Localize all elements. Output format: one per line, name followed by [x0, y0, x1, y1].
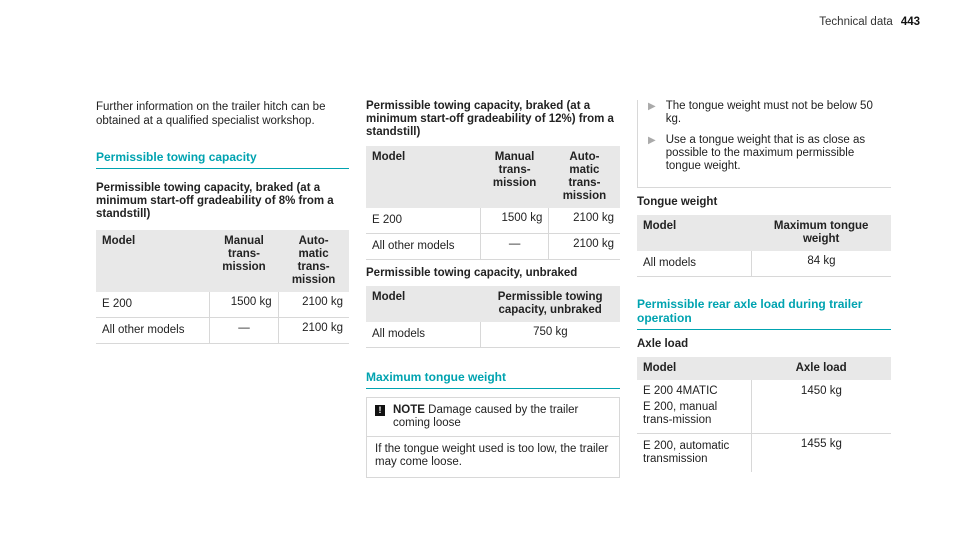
- note-body: If the tongue weight used is too low, the trailer may come loose.: [375, 443, 609, 468]
- table-header-row: [366, 146, 620, 208]
- table-header-row: [366, 286, 620, 322]
- intro-text: Further information on the trailer hitch can be obtained at a qualified specialist workshop.: [96, 101, 326, 127]
- tongue-weight-table: [637, 215, 891, 277]
- col-header: Model: [96, 230, 210, 292]
- col-header: Model: [366, 146, 480, 208]
- cell: —: [210, 318, 278, 344]
- tongue-weight-title: Tongue weight: [637, 196, 718, 208]
- col-header: Model: [637, 357, 751, 380]
- table-header-row: [637, 215, 891, 251]
- bullet-list: [637, 100, 891, 188]
- note-text: Damage caused by the trailer coming loose: [393, 404, 579, 429]
- list-item: ▶ Use a tongue weight that is as close as possible to the maximum permissible tongue weight.: [648, 134, 866, 172]
- axle-load-title: Axle load: [637, 338, 689, 350]
- table-header-row: [96, 230, 349, 292]
- cell: E 200: [96, 292, 210, 318]
- column-2: [366, 100, 620, 478]
- table-row: [366, 322, 620, 348]
- cell: All other models: [96, 318, 210, 344]
- col-header: Manual trans-mission: [480, 146, 549, 208]
- col-header: Model: [366, 286, 480, 322]
- braked-12-title: Permissible towing capacity, braked (at a minimum start-off gradeability of 12%) from a standstill): [366, 100, 614, 138]
- column-3: [637, 100, 891, 472]
- braked-8-table: [96, 230, 349, 344]
- section-label: Technical data: [819, 16, 893, 28]
- section-title-tongue: Maximum tongue weight: [366, 370, 620, 389]
- table-row: [96, 318, 349, 344]
- cell: 1450 kg: [751, 380, 891, 434]
- cell: 1455 kg: [800, 438, 842, 450]
- cell: 750 kg: [480, 322, 620, 348]
- col-header: Permissible towing capacity, unbraked: [480, 286, 620, 322]
- cell: 2100 kg: [549, 208, 620, 234]
- unbraked-table: [366, 286, 620, 348]
- cell: 84 kg: [751, 251, 891, 277]
- cell: All models: [366, 322, 480, 348]
- cell: —: [480, 234, 549, 260]
- cell: E 200: [366, 208, 480, 234]
- cell: All models: [637, 251, 751, 277]
- col-header: Axle load: [751, 357, 891, 380]
- table-row: [366, 234, 620, 260]
- note-box: [366, 397, 620, 478]
- table-row: [637, 434, 891, 473]
- section-title-towing: Permissible towing capacity: [96, 150, 349, 169]
- page-number: 443: [900, 16, 920, 28]
- cell: 2100 kg: [278, 292, 349, 318]
- cell: 2100 kg: [278, 318, 349, 344]
- table-row: [637, 251, 891, 277]
- table-header-row: [637, 357, 891, 380]
- column-1: [96, 100, 349, 344]
- braked-12-table: [366, 146, 620, 260]
- cell: 2100 kg: [549, 234, 620, 260]
- arrow-icon: ▶: [648, 135, 656, 146]
- list-item: ▶ The tongue weight must not be below 50 kg.: [648, 100, 873, 125]
- cell: All other models: [366, 234, 480, 260]
- page-header: [819, 16, 920, 28]
- table-row: [366, 208, 620, 234]
- note-header: [367, 398, 619, 437]
- unbraked-title: Permissible towing capacity, unbraked: [366, 267, 578, 279]
- warning-icon: !: [375, 405, 385, 416]
- braked-8-title: Permissible towing capacity, braked (at a minimum start-off gradeability of 8% from a standstill): [96, 182, 334, 220]
- arrow-icon: ▶: [648, 101, 656, 112]
- model-name: E 200 4MATIC: [643, 385, 718, 397]
- col-header: Auto-matic trans-mission: [549, 146, 620, 208]
- col-header: Auto-matic trans-mission: [278, 230, 349, 292]
- table-row: [637, 380, 891, 434]
- col-header: Model: [637, 215, 751, 251]
- cell: 1500 kg: [210, 292, 278, 318]
- cell: 1500 kg: [480, 208, 549, 234]
- section-title-axle: Permissible rear axle load during trailer operation: [637, 297, 891, 330]
- table-row: [96, 292, 349, 318]
- model-name: E 200, manual trans-mission: [643, 401, 718, 426]
- cell: E 200, automatic transmission: [637, 434, 751, 473]
- col-header: Maximum tongue weight: [751, 215, 891, 251]
- note-label: NOTE: [393, 404, 425, 416]
- axle-load-table: [637, 357, 891, 472]
- col-header: Manual trans-mission: [210, 230, 278, 292]
